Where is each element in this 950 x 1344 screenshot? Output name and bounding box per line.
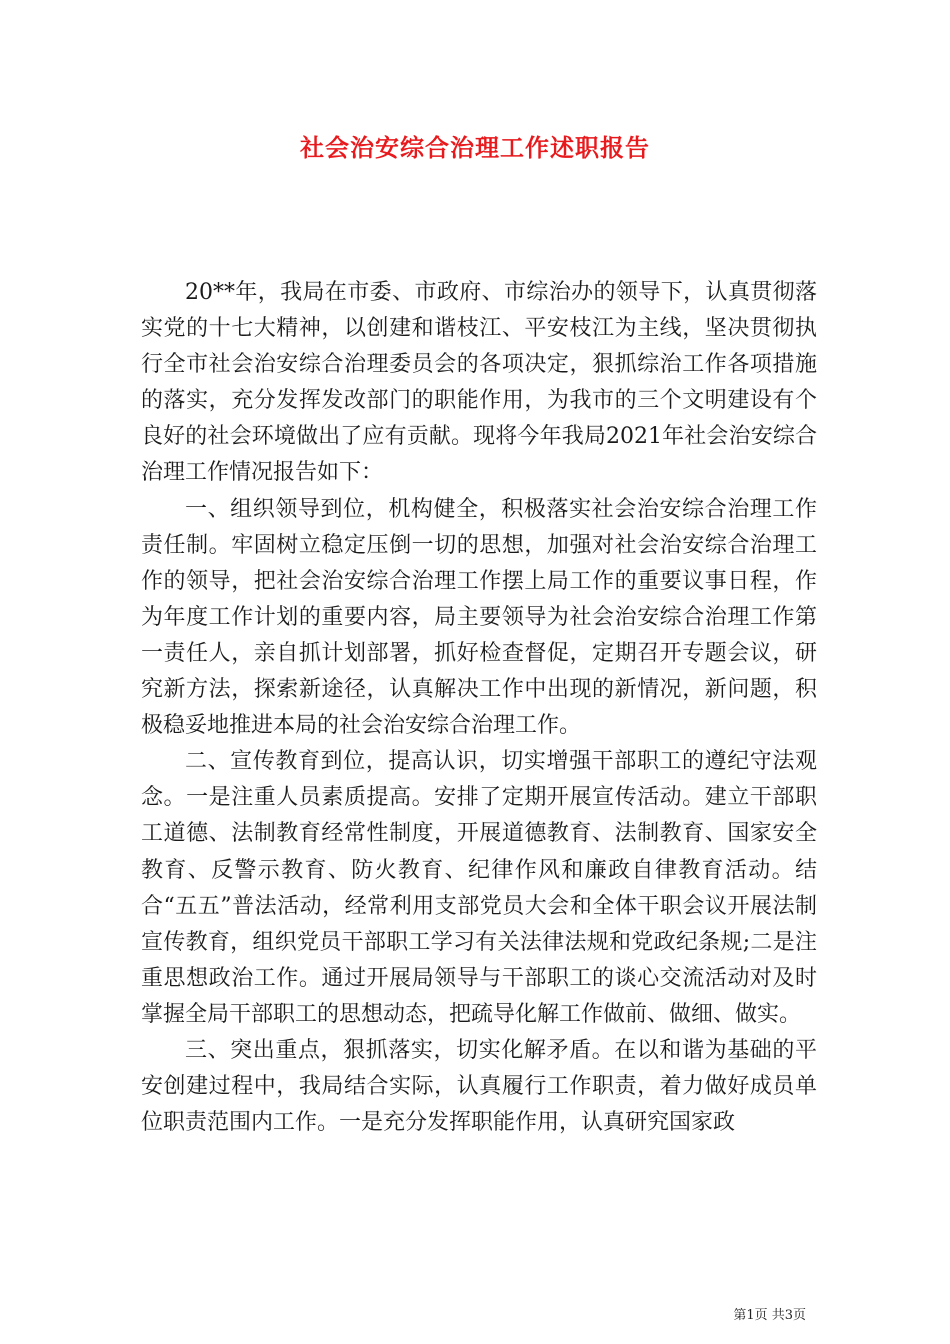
paragraph-section-2: 二、宣传教育到位，提高认识，切实增强干部职工的遵纪守法观念。一是注重人员素质提高。安排了定期开展宣传活动。建立干部职工道德、法制教育经常性制度，开展道德教育、法制教育、国家安全教育、反警示教育、防火教育、纪律作风和廉政自律教育活动。结合“五五”普法活动，经常利用支部党员大会和全体干职会议开展法制宣传教育，组织党员干部职工学习有关法律法规和党政纪条规;二是注重思想政治工作。通过开展局领导与干部职工的谈心交流活动对及时掌握全局干部职工的思想动态，把疏导化解工作做前、做细、做实。 — [141, 749, 817, 1027]
paragraph-section-3: 三、突出重点，狠抓落实，切实化解矛盾。在以和谐为基础的平安创建过程中，我局结合实际，认真履行工作职责，着力做好成员单位职责范围内工作。一是充分发挥职能作用，认真研究国家政 — [141, 1037, 817, 1136]
paragraph-section-1: 一、组织领导到位，机构健全，积极落实社会治安综合治理工作责任制。牢固树立稳定压倒一切的思想，加强对社会治安综合治理工作的领导，把社会治安综合治理工作摆上局工作的重要议事日程，作为年度工作计划的重要内容，局主要领导为社会治安综合治理工作第一责任人，亲自抓计划部署，抓好检查督促，定期召开专题会议，研究新方法，探索新途径，认真解决工作中出现的新情况，新问题，积极稳妥地推进本局的社会治安综合治理工作。 — [141, 496, 817, 739]
document-body — [141, 275, 817, 1141]
paragraph-intro: 20**年，我局在市委、市政府、市综治办的领导下，认真贯彻落实党的十七大精神，以创建和谐枝江、平安枝江为主线，坚决贯彻执行全市社会治安综合治理委员会的各项决定，狠抓综治工作各项措施的落实，充分发挥发改部门的职能作用，为我市的三个文明建设有个良好的社会环境做出了应有贡献。现将今年我局2021年社会治安综合治理工作情况报告如下： — [141, 280, 817, 486]
page-number-footer: 第1页 共3页 — [733, 1308, 806, 1323]
document-title: 社会治安综合治理工作述职报告 — [300, 133, 650, 162]
